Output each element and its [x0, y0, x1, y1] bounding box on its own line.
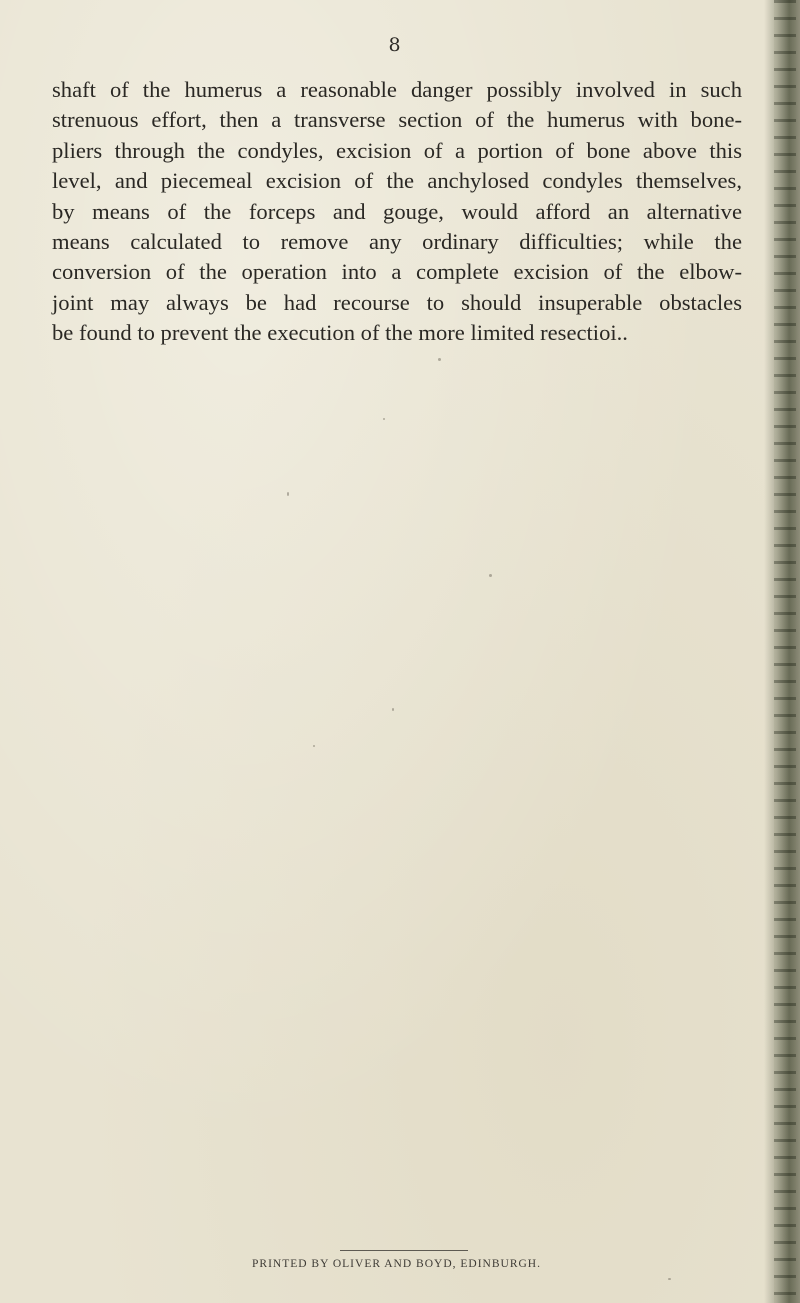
- paper-speck: [438, 358, 441, 361]
- text-line: strenuous effort, then a transverse section of the humerus with bone-: [52, 107, 742, 133]
- body-paragraph: [52, 75, 742, 349]
- text-line: level, and piecemeal excision of the anchylosed condyles themselves,: [52, 168, 742, 194]
- page-number: 8: [388, 34, 402, 56]
- imprint-rule: [340, 1250, 468, 1251]
- paper-speck: [489, 574, 492, 577]
- text-line: conversion of the operation into a complete excision of the elbow-: [52, 259, 742, 285]
- text-line: pliers through the condyles, excision of a portion of bone above this: [52, 137, 742, 163]
- text-line: joint may always be had recourse to should insuperable obstacles: [52, 289, 742, 315]
- text-line: shaft of the humerus a reasonable danger possibly involved in such: [52, 77, 742, 102]
- text-line: means calculated to remove any ordinary difficulties; while the: [52, 229, 742, 255]
- paper-speck: [383, 418, 385, 420]
- paper-speck: [668, 1278, 671, 1280]
- binding-edge-streaks: [774, 0, 796, 1303]
- paper-speck: [313, 745, 315, 747]
- text-line: be found to prevent the execution of the more limited resectioi..: [52, 320, 628, 346]
- text-line: by means of the forceps and gouge, would afford an alternative: [52, 198, 742, 224]
- printer-imprint: PRINTED BY OLIVER AND BOYD, EDINBURGH.: [252, 1258, 541, 1270]
- paper-speck: [287, 492, 289, 496]
- paper-speck: [392, 708, 394, 711]
